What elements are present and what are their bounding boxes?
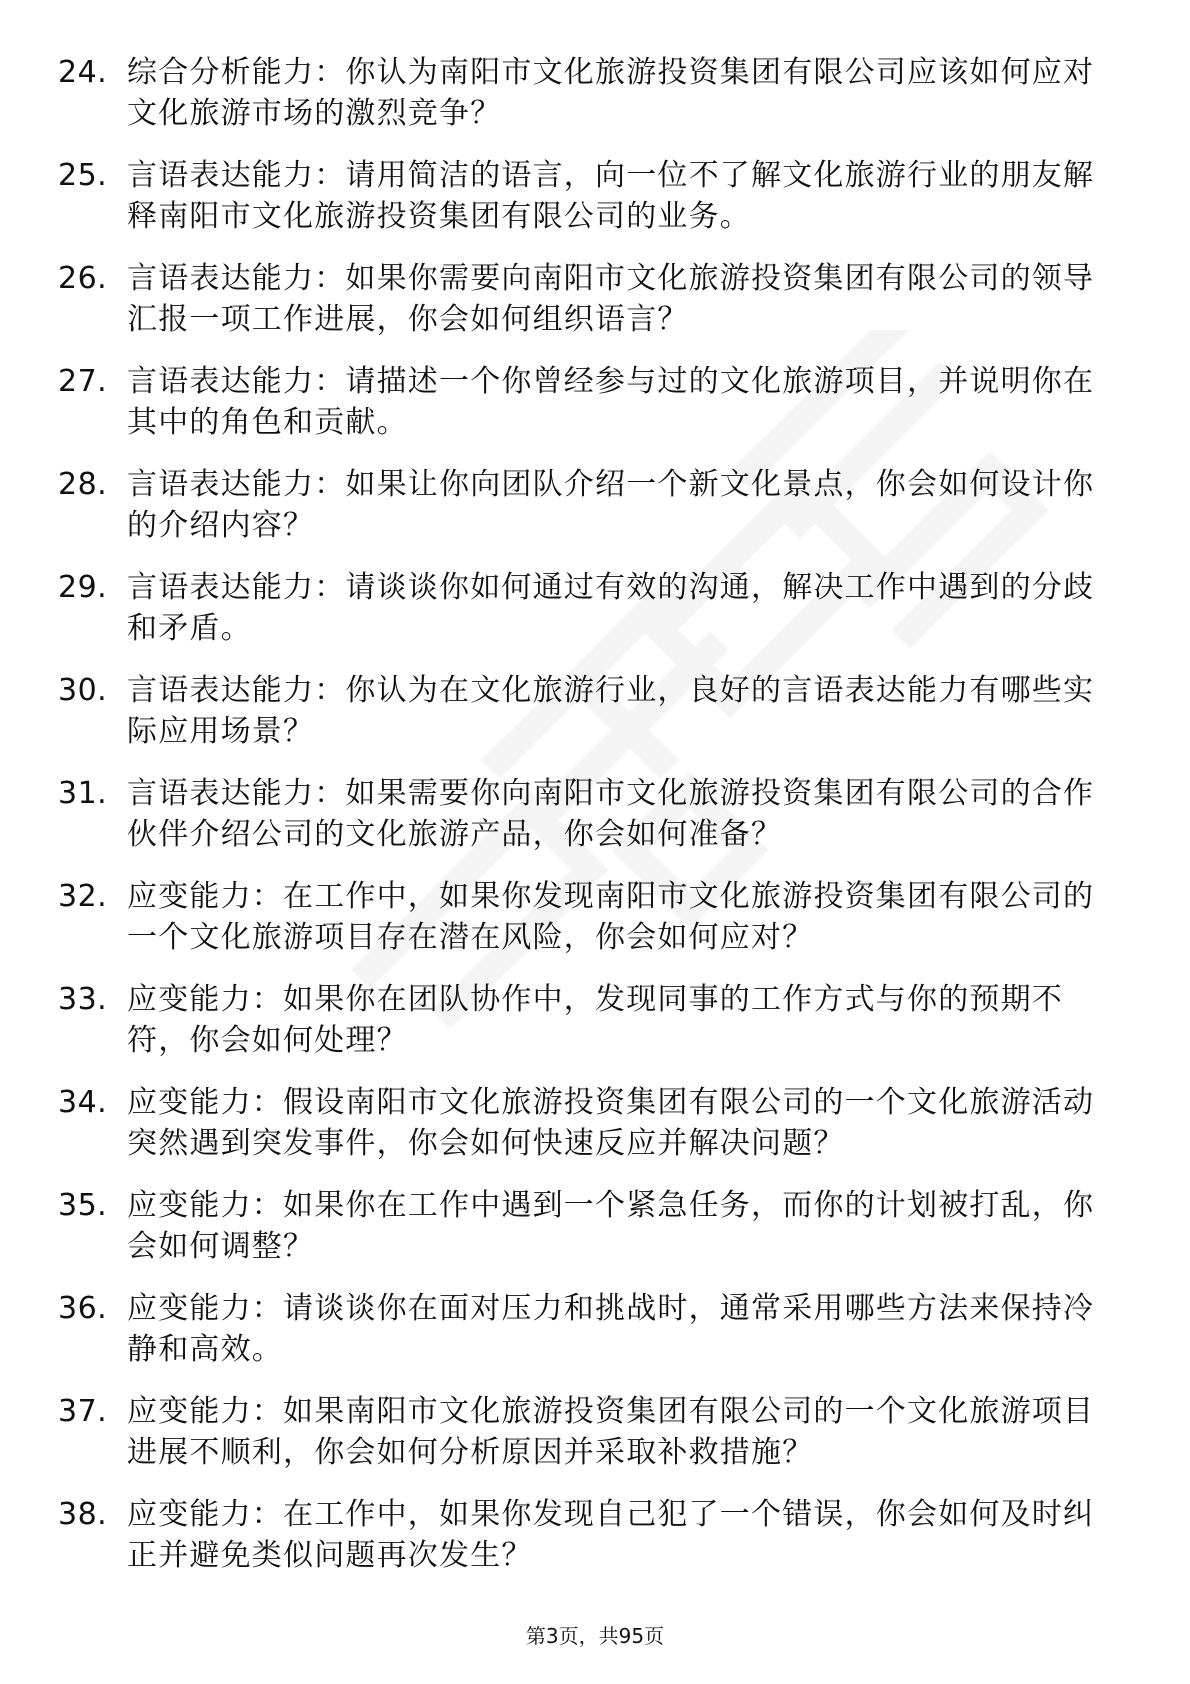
question-number: 29. (58, 570, 108, 605)
question-number: 26. (58, 261, 108, 296)
question-text: 言语表达能力：如果让你向团队介绍一个新文化景点，你会如何设计你的介绍内容？ (127, 467, 1095, 543)
question-number: 30. (58, 673, 108, 708)
list-item (0, 773, 1190, 876)
question-text: 言语表达能力：请用简洁的语言，向一位不了解文化旅游行业的朋友解释南阳市文化旅游投资集团有限公司的业务。 (127, 158, 1095, 234)
list-item (0, 1185, 1190, 1288)
question-number: 38. (58, 1497, 108, 1532)
question-text: 应变能力：假设南阳市文化旅游投资集团有限公司的一个文化旅游活动突然遇到突发事件，你会如何快速反应并解决问题？ (127, 1085, 1095, 1161)
page-footer: 第3页，共95页 (525, 1624, 665, 1648)
question-text: 言语表达能力：如果需要你向南阳市文化旅游投资集团有限公司的合作伙伴介绍公司的文化旅游产品，你会如何准备？ (127, 776, 1095, 852)
question-text: 言语表达能力：你认为在文化旅游行业，良好的言语表达能力有哪些实际应用场景？ (127, 673, 1095, 749)
question-number: 36. (58, 1291, 108, 1326)
question-number: 27. (58, 364, 108, 399)
question-text: 言语表达能力：请谈谈你如何通过有效的沟通，解决工作中遇到的分歧和矛盾。 (127, 570, 1095, 646)
question-text: 应变能力：如果南阳市文化旅游投资集团有限公司的一个文化旅游项目进展不顺利，你会如何分析原因并采取补救措施？ (127, 1394, 1095, 1470)
question-text: 应变能力：请谈谈你在面对压力和挑战时，通常采用哪些方法来保持冷静和高效。 (127, 1291, 1095, 1367)
question-number: 33. (58, 982, 108, 1017)
list-item (0, 1391, 1190, 1494)
question-number: 35. (58, 1188, 108, 1223)
question-number: 31. (58, 776, 108, 811)
question-number: 32. (58, 879, 108, 914)
question-text: 应变能力：如果你在工作中遇到一个紧急任务，而你的计划被打乱，你会如何调整？ (127, 1188, 1095, 1264)
list-item (0, 567, 1190, 670)
question-text: 应变能力：在工作中，如果你发现南阳市文化旅游投资集团有限公司的一个文化旅游项目存在潜在风险，你会如何应对？ (127, 879, 1095, 955)
list-item (0, 979, 1190, 1082)
list-item (0, 464, 1190, 567)
question-number: 37. (58, 1394, 108, 1429)
question-text: 言语表达能力：如果你需要向南阳市文化旅游投资集团有限公司的领导汇报一项工作进展，你会如何组织语言？ (127, 261, 1095, 337)
question-text: 言语表达能力：请描述一个你曾经参与过的文化旅游项目，并说明你在其中的角色和贡献。 (127, 364, 1095, 440)
list-item (0, 670, 1190, 773)
question-text: 综合分析能力：你认为南阳市文化旅游投资集团有限公司应该如何应对文化旅游市场的激烈竞争？ (127, 55, 1095, 131)
list-item (0, 52, 1190, 155)
list-item (0, 1494, 1190, 1597)
list-item (0, 1082, 1190, 1185)
question-text: 应变能力：如果你在团队协作中，发现同事的工作方式与你的预期不符，你会如何处理？ (127, 982, 1063, 1058)
question-number: 34. (58, 1085, 108, 1120)
list-item (0, 876, 1190, 979)
question-list (0, 52, 1190, 1597)
list-item (0, 361, 1190, 464)
question-number: 24. (58, 55, 108, 90)
question-text: 应变能力：在工作中，如果你发现自己犯了一个错误，你会如何及时纠正并避免类似问题再次发生？ (127, 1497, 1095, 1573)
question-number: 25. (58, 158, 108, 193)
list-item (0, 155, 1190, 258)
list-item (0, 258, 1190, 361)
question-number: 28. (58, 467, 108, 502)
list-item (0, 1288, 1190, 1391)
